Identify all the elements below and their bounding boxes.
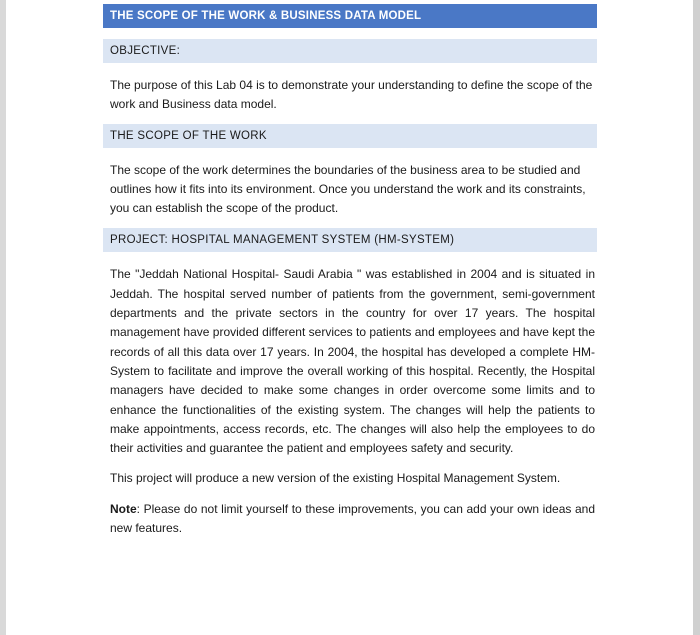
note-label: Note bbox=[110, 501, 137, 516]
page-edge-left bbox=[0, 0, 6, 635]
document-content bbox=[103, 0, 597, 538]
project-heading: PROJECT: HOSPITAL MANAGEMENT SYSTEM (HM-SYSTEM) bbox=[103, 228, 597, 252]
document-title: THE SCOPE OF THE WORK & BUSINESS DATA MODEL bbox=[103, 4, 597, 28]
project-text: The "Jeddah National Hospital- Saudi Arabia " was established in 2004 and is situated in Jeddah. The hospital served number of patients from the government, semi-government departments and the private sectors in the country for over 17 years. The hospital management have provided different services to patients and employees and have kept the records of all this data over 17 years. In 2004, the hospital has developed a complete HM-System to facilitate and improve the overall working of this hospital. Recently, the Hospital managers have decided to make some changes in order overcome some limits and to enhance the functionalities of the existing system. The changes will help the patients to make appointments, access records, etc. The changes will also help the employees to do their activities and guarantee the patient and employees safety and security. bbox=[110, 267, 595, 456]
note-text: : Please do not limit yourself to these improvements, you can add your own ideas and new features. bbox=[110, 501, 595, 536]
objective-text: The purpose of this Lab 04 is to demonstrate your understanding to define the scope of the work and Business data model. bbox=[110, 78, 593, 112]
page-edge-right bbox=[693, 0, 700, 635]
scope-heading: THE SCOPE OF THE WORK bbox=[103, 124, 597, 148]
project-produce-text: This project will produce a new version of the existing Hospital Management System. bbox=[110, 471, 561, 486]
objective-heading: OBJECTIVE: bbox=[103, 39, 597, 63]
scope-text: The scope of the work determines the boundaries of the business area to be studied and outlines how it fits into its environment. Once you understand the work and its constraints, you can establish the scope of the product. bbox=[110, 162, 586, 216]
project-note bbox=[103, 500, 597, 539]
